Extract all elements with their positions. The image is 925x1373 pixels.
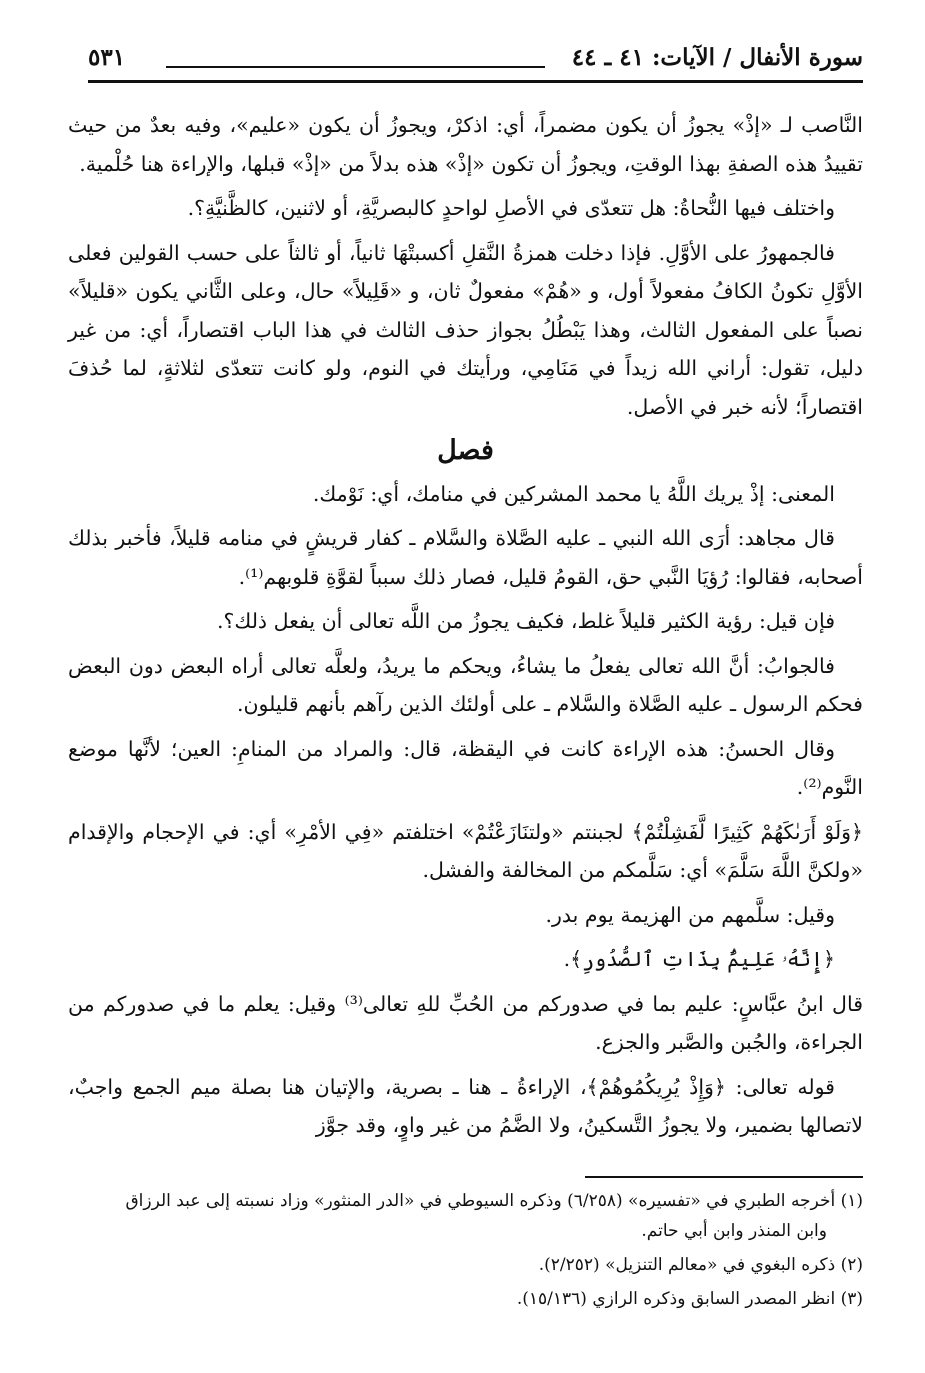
page-number: ٥٣١ xyxy=(88,44,126,71)
footnotes xyxy=(80,1186,863,1318)
paragraph: قوله تعالى: ﴿وَإِذْ يُرِيكُمُوهُمْ﴾، الإراءةُ ـ هنا ـ بصرية، والإتيان هنا بصلة ميم الجمع واجبٌ، لاتصالها بضمير، ولا يجوزُ التَّسكينُ، ولا الضَّمُ من غير واوٍ، وقد جوَّز xyxy=(68,1074,863,1137)
header-dash-line xyxy=(166,66,545,68)
paragraph: فالجوابُ: أنَّ الله تعالى يفعلُ ما يشاءُ، ويحكم ما يريدُ، ولعلَّه تعالى أراه البعض دون البعض فحكم الرسول ـ عليه الصَّلاة والسَّلام ـ على أولئك الذين رآهم بأنهم قليلون. xyxy=(68,653,863,716)
main-text xyxy=(68,106,863,1151)
header-rule xyxy=(88,80,863,83)
footnote-text: (١) أخرجه الطبري في «تفسيره» (٦/٢٥٨) وذكره السيوطي في «الدر المنثور» وزاد نسبته إلى عبد الرزاق xyxy=(125,1191,863,1211)
footnote-2: (٢) ذكره البغوي في «معالم التنزيل» (٢/٢٥٢). xyxy=(538,1255,863,1275)
paragraph: قال مجاهد: أرَى الله النبي ـ عليه الصَّلاة والسَّلام ـ كفار قريشٍ في منامه قليلاً، فأخبر بذلك أصحابه، فقالوا: رُؤيَا النَّبي حق، القومُ قليل، فصار ذلك سبباً لقوَّةِ قلوبهم⁽¹⁾. xyxy=(68,526,863,589)
paragraph: المعنى: إذْ يريك اللَّهُ يا محمد المشركين في منامك، أي: نَوْمك. xyxy=(312,481,835,506)
paragraph: قال ابنُ عبَّاسٍ: عليم بما في صدوركم من الحُبِّ للهِ تعالى⁽³⁾ وقيل: يعلم ما في صدوركم من الجراءة، والجُبن والصَّبر والجزع. xyxy=(68,991,863,1054)
paragraph: فالجمهورُ على الأوَّلِ. فإذا دخلت همزةُ النَّقلِ أكسبتْهَا ثانياً، أو ثالثاً على حسب القولين فعلى الأوَّلِ تكونُ الكافُ مفعولاً أول، و «هُمْ» مفعولٌ ثان، و «قَلِيلاً» حال، وعلى الثَّاني يكون «قليلاً» نصباً على المفعول الثالث، وهذا يَبْطُلُ بجواز حذف الثالث في هذا الباب اقتصاراً، أي: من غير دليل، تقول: أراني الله زيداً في مَنَامِي، ورأيتك في النوم، ولو كانت تتعدّى لثلاثةٍ، لما حُذفَ اقتصاراً؛ لأنه خبر في الأصل. xyxy=(68,240,863,419)
paragraph: وقيل: سلَّمهم من الهزيمة يوم بدر. xyxy=(545,902,835,927)
quran-paragraph: ﴿وَلَوْ أَرَىٰكَهُمْ كَثِيرًا لَّفَشِلْتُمْ﴾ لجبنتم «ولتنَازَعْتُمْ» اختلفتم «فِي الأمْرِ» أي: في الإحجام والإقدام «ولكنَّ اللَّهَ سَلَّمَ» أي: سَلَّمكم من المخالفة والفشل. xyxy=(68,819,863,882)
footnote-1 xyxy=(80,1186,863,1246)
quran-verse: ﴿إِنَّهُۥ عَلِيمٌۢ بِذَاتِ ٱلصُّدُورِ﴾. xyxy=(563,947,835,971)
footnote-continuation: وابن المنذر وابن أبي حاتم. xyxy=(641,1221,827,1241)
paragraph: النَّاصب لـ «إذْ» يجوزُ أن يكون مضمراً، أي: اذكرْ، ويجوزُ أن يكون «عليم»، وفيه بعدٌ من حيث تقييدُ هذه الصفةِ بهذا الوقتِ، ويجوزُ أن تكون «إذْ» هذه بدلاً من «إذْ» قبلها، والإراءة هنا حُلْمية. xyxy=(68,113,863,176)
paragraph: وقال الحسنُ: هذه الإراءة كانت في اليقظة، قال: والمراد من المنامِ: العين؛ لأنَّها موضع النَّوم⁽²⁾. xyxy=(68,736,863,799)
paragraph: فإن قيل: رؤية الكثير قليلاً غلط، فكيف يجوزُ من اللَّه تعالى أن يفعل ذلك؟. xyxy=(217,609,835,633)
section-heading: فصل xyxy=(437,435,494,466)
header-title: سورة الأنفال / الآيات: ٤١ ـ ٤٤ xyxy=(571,44,863,71)
footnote-3: (٣) انظر المصدر السابق وذكره الرازي (١٥/١٣٦). xyxy=(516,1289,863,1309)
paragraph: واختلف فيها النُّحاةُ: هل تتعدّى في الأصلِ لواحدٍ كالبصريَّةِ، أو لاثنين، كالظَّنيَّةِ؟. xyxy=(187,196,835,220)
footnote-rule xyxy=(585,1176,863,1178)
running-header xyxy=(88,38,863,78)
